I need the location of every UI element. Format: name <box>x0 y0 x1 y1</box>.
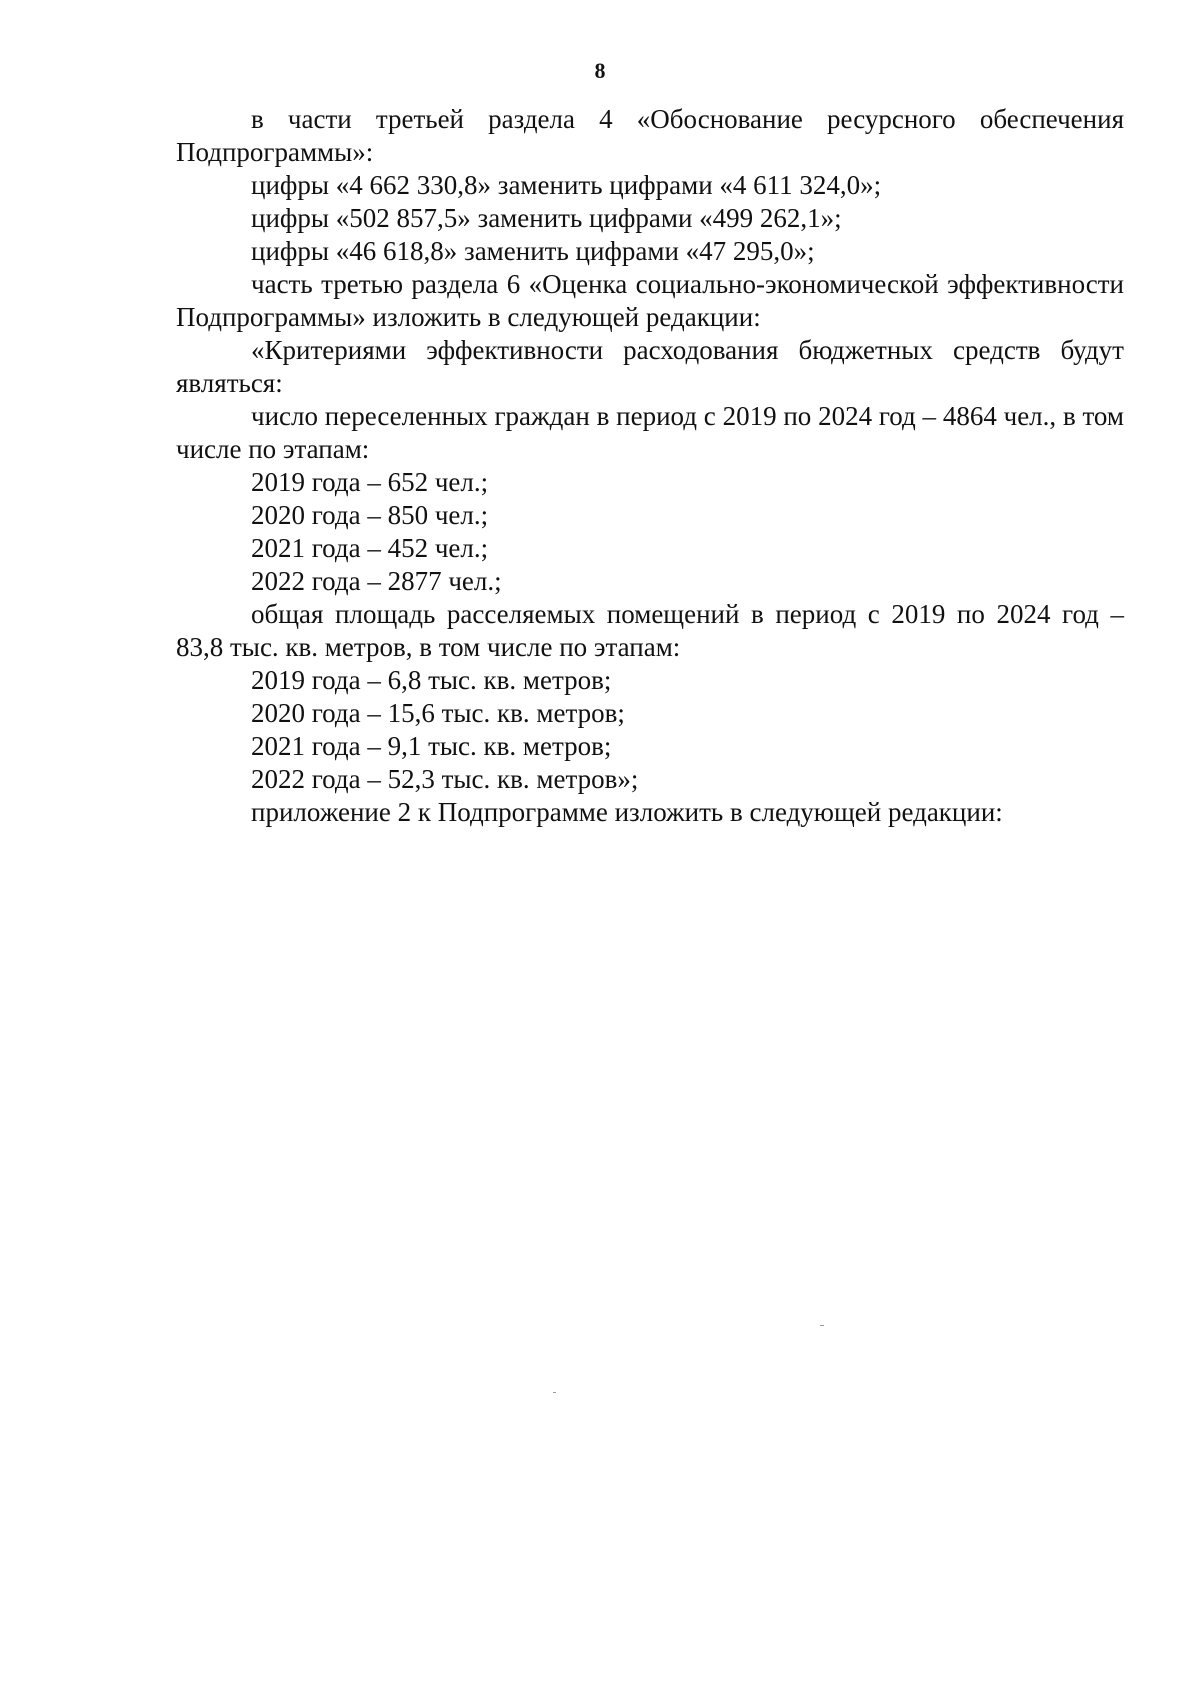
scan-speck <box>553 1392 556 1393</box>
paragraph-resettled-citizens: число переселенных граждан в период с 2019 по 2024 год – 4864 чел., в том числе по этапам: <box>176 401 1124 464</box>
paragraph-stage-2022-people: 2022 года – 2877 чел.; <box>251 566 502 596</box>
paragraph-stage-2022-area: 2022 года – 52,3 тыс. кв. метров»; <box>251 764 639 794</box>
paragraph-section4-intro: в части третьей раздела 4 «Обоснование ресурсного обеспечения Подпрограммы»: <box>176 104 1124 167</box>
paragraph-section6-intro: часть третью раздела 6 «Оценка социально-экономической эффективности Подпрограммы» изложить в следующей редакции: <box>176 269 1124 332</box>
document-body <box>176 103 1124 829</box>
paragraph-replace-figures-1: цифры «4 662 330,8» заменить цифрами «4 611 324,0»; <box>251 170 882 200</box>
paragraph-stage-2021-area: 2021 года – 9,1 тыс. кв. метров; <box>251 731 612 761</box>
paragraph-stage-2020-area: 2020 года – 15,6 тыс. кв. метров; <box>251 698 625 728</box>
paragraph-total-area: общая площадь расселяемых помещений в период с 2019 по 2024 год – 83,8 тыс. кв. метров, в том числе по этапам: <box>176 599 1124 662</box>
scan-speck <box>820 1325 824 1326</box>
paragraph-stage-2019-area: 2019 года – 6,8 тыс. кв. метров; <box>251 665 612 695</box>
paragraph-criteria-intro: «Критериями эффективности расходования бюджетных средств будут являться: <box>176 335 1124 398</box>
paragraph-stage-2019-people: 2019 года – 652 чел.; <box>251 467 489 497</box>
paragraph-replace-figures-3: цифры «46 618,8» заменить цифрами «47 295,0»; <box>251 236 815 266</box>
paragraph-replace-figures-2: цифры «502 857,5» заменить цифрами «499 262,1»; <box>251 203 842 233</box>
paragraph-appendix-2: приложение 2 к Подпрограмме изложить в следующей редакции: <box>251 797 1003 827</box>
paragraph-stage-2021-people: 2021 года – 452 чел.; <box>251 533 489 563</box>
paragraph-stage-2020-people: 2020 года – 850 чел.; <box>251 500 489 530</box>
page-number: 8 <box>594 58 606 83</box>
